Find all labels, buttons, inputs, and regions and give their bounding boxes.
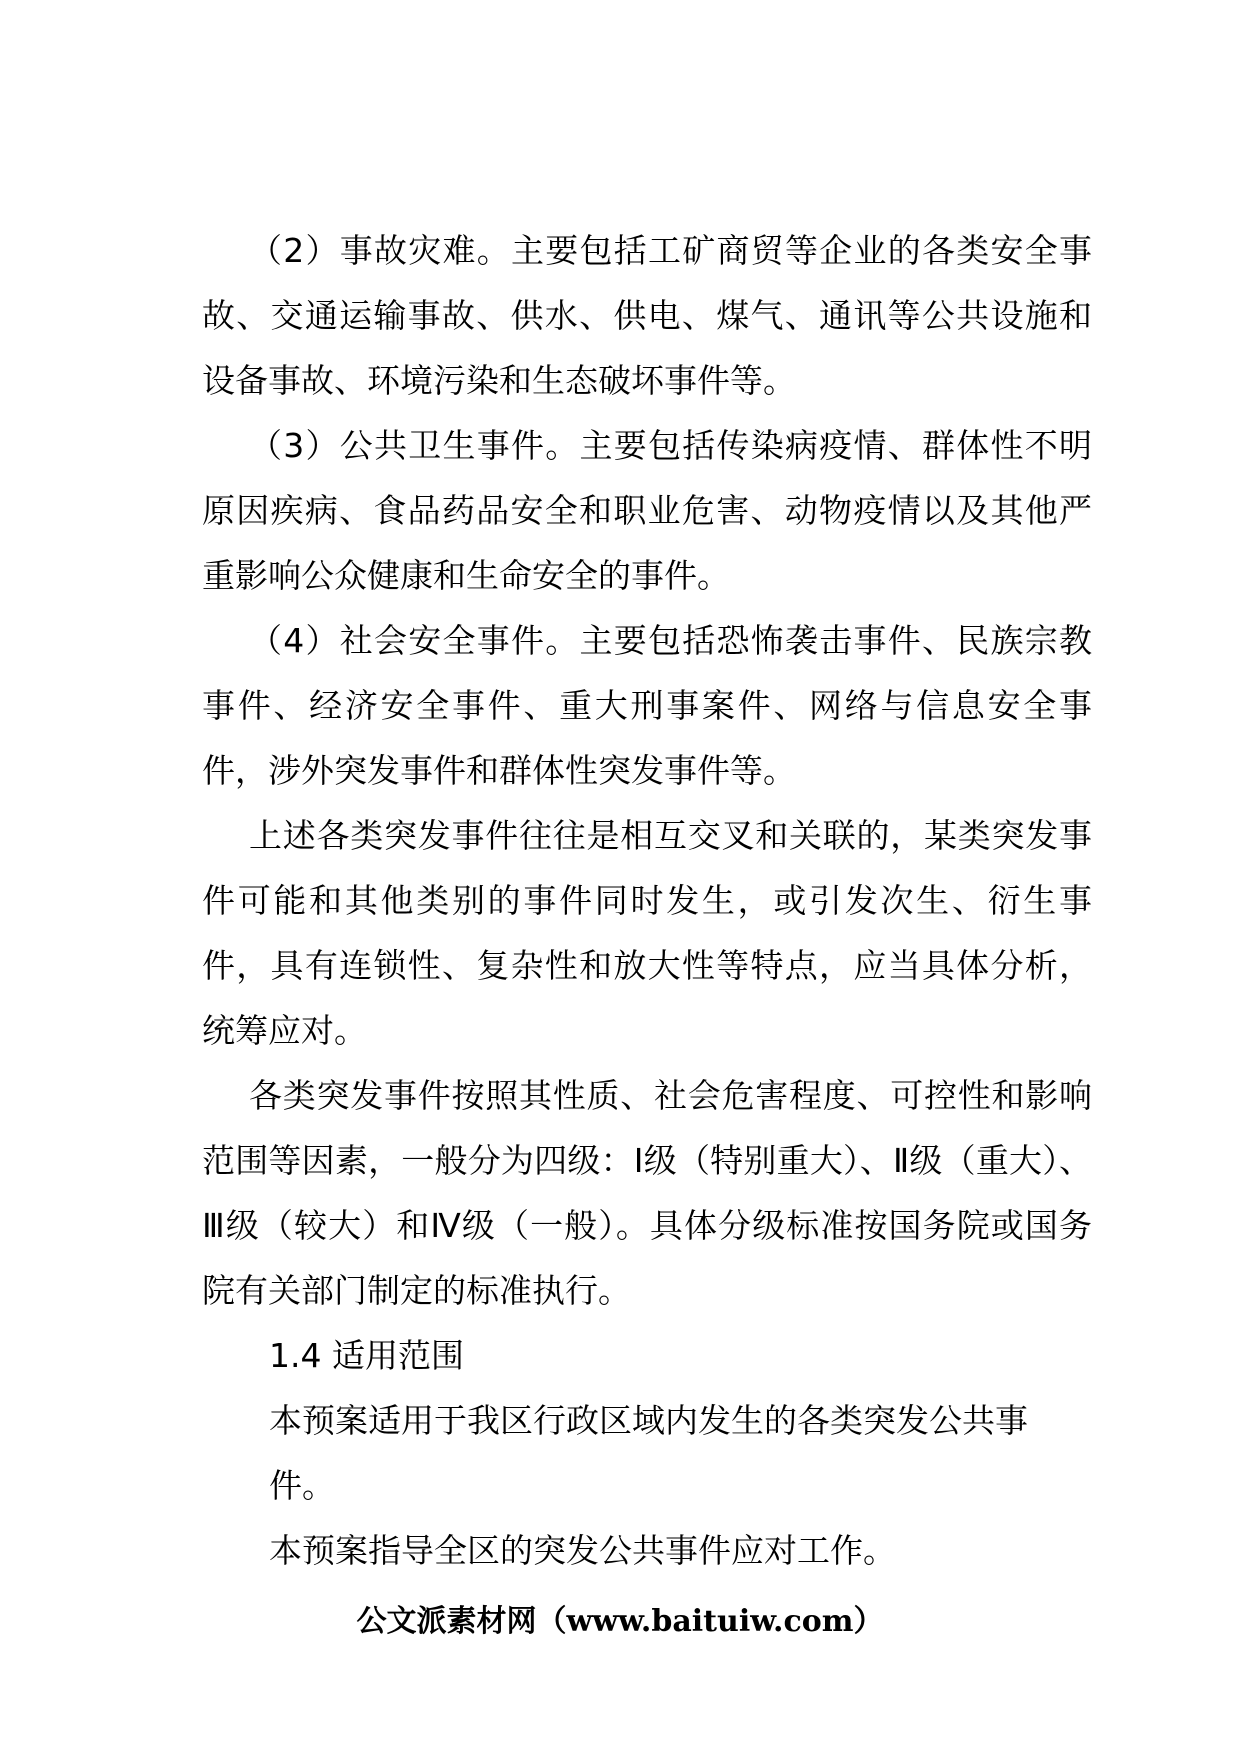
paragraph-social-security: （4）社会安全事件。主要包括恐怖袭击事件、民族宗教事件、经济安全事件、重大刑事案件、网络与信息安全事件，涉外突发事件和群体性突发事件等。 xyxy=(202,621,1092,790)
scope-line-applicability: 本预案适用于我区行政区域内发生的各类突发公共事件。 xyxy=(269,1401,1028,1505)
paragraph-accident-disaster: （2）事故灾难。主要包括工矿商贸等企业的各类安全事故、交通运输事故、供水、供电、煤气、通讯等公共设施和设备事故、环境污染和生态破坏事件等。 xyxy=(202,231,1092,400)
footer-watermark: 公文派素材网（www.baituiw.com） xyxy=(356,1604,884,1639)
paragraph-interrelation: 上述各类突发事件往往是相互交叉和关联的，某类突发事件可能和其他类别的事件同时发生，或引发次生、衍生事件，具有连锁性、复杂性和放大性等特点，应当具体分析，统筹应对。 xyxy=(202,816,1092,1050)
section-heading: 1.4 适用范围 xyxy=(269,1336,464,1375)
paragraph-public-health: （3）公共卫生事件。主要包括传染病疫情、群体性不明原因疾病、食品药品安全和职业危害、动物疫情以及其他严重影响公众健康和生命安全的事件。 xyxy=(202,426,1092,595)
scope-line-guidance: 本预案指导全区的突发公共事件应对工作。 xyxy=(269,1531,896,1570)
document-body xyxy=(202,218,1092,1583)
paragraph-classification-levels: 各类突发事件按照其性质、社会危害程度、可控性和影响范围等因素，一般分为四级：Ⅰ级（特别重大）、Ⅱ级（重大）、Ⅲ级（较大）和Ⅳ级（一般）。具体分级标准按国务院或国务院有关部门制定的标准执行。 xyxy=(202,1076,1092,1310)
